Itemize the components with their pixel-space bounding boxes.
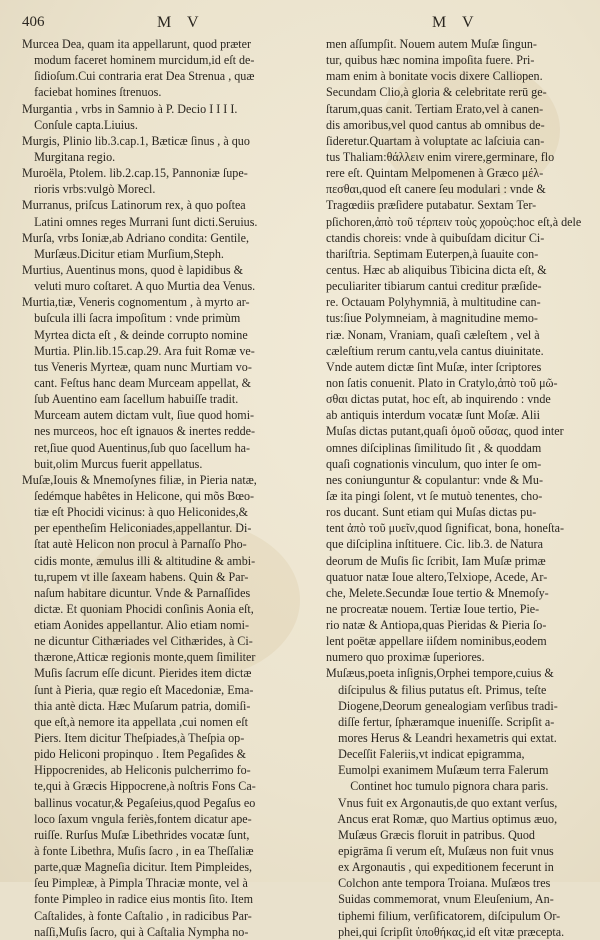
text-line: Murgis, Plinio lib.3.cap.1, Bæticæ ſinus , à quo [22, 133, 250, 148]
left-column [22, 36, 310, 940]
text-line: Vnde autem dictæ ſint Muſæ, inter ſcriptores [326, 359, 542, 374]
text-line: Caſtalides, à fonte Caſtalio , in radicibus Par- [22, 908, 252, 923]
text-line: tiphemi filium, verſificatorem, diſcipulum Or- [326, 908, 561, 923]
text-line: etiam Aonides appellantur. Alio etiam nomi- [22, 618, 250, 633]
text-line: ſtat autè Helicon non procul à Parnaſſo Pho- [22, 537, 247, 552]
text-line: dis amoribus,vel quod cantus ab omnibus de- [326, 117, 545, 132]
text-line: pido Heliconi propinquo . Item Pegaſides & [22, 747, 247, 762]
text-line: pſichoren,ἀπὸ τοῦ τέρπειν τοὺς χοροὺς:hoc eſt,à dele [326, 214, 582, 229]
text-line: ctandis choreis: vnde à quibuſdam dicitur Ci- [326, 230, 545, 245]
text-line: quaſi cognationis vinculum, quo inter ſe om- [326, 456, 542, 471]
text-line: veluti muro coſtaret. A quo Murtia dea Venus. [22, 279, 256, 294]
text-line: Eumolpi exanimem Muſæum terra Falerum [326, 763, 549, 778]
text-line: naſum habitare dicuntur. Vnde & Parnaſſides [22, 585, 251, 600]
text-line: tus:ſiue Polymneiam, à magnitudine memo- [326, 311, 538, 326]
text-line: ballinus vocatur,& Pegaſeius,quod Pegaſus eo [22, 795, 256, 810]
text-line: quatuor natæ Ioue altero,Telxiope, Acede, Ar- [326, 569, 548, 584]
text-line: Secundam Clio,à gloria & celebritate rerū ge- [326, 85, 547, 100]
text-line: Muſæus,poeta inſignis,Orphei tempore,cuius & [326, 666, 554, 681]
text-line: Murtia,tiæ, Veneris cognomentum , à myrto ar- [22, 295, 250, 310]
text-line: ret,ſiue quod Auentinus,ſub quo ſacellum ha- [22, 440, 251, 455]
text-line: thariſtria. Septimam Euterpen,à ſuauite con- [326, 246, 539, 261]
text-line: Tragœdiis præſidere putabatur. Sextam Ter- [326, 198, 537, 213]
text-line: lent poëtæ appellare iiſdem nominibus,eodem [326, 634, 547, 649]
text-line: Conſule capta.Liuius. [22, 117, 138, 132]
text-line: men aſſumpſit. Nouem autem Muſæ ſingun- [326, 37, 537, 51]
text-line: Latini omnes reges Murrani ſunt dicti.Seruius. [22, 214, 258, 229]
text-line: thia antè dicta. Hæc Muſarum patria, domiſi- [22, 698, 251, 713]
text-line: tus Veneris Myrteæ, quam nunc Murtiam vo- [22, 359, 252, 374]
text-line: Murtia. Plin.lib.15.cap.29. Ara fuit Romæ ve- [22, 343, 255, 358]
text-line: Colchon ante tempora Troiana. Muſæos tres [326, 876, 551, 891]
text-line: ſtarum,quas canit. Tertiam Erato,vel à canen- [326, 101, 544, 116]
text-line: Murgitana regio. [22, 149, 116, 164]
text-line: Murcea Dea, quam ita appellarunt, quod præter [22, 37, 252, 51]
text-line: re. Octauam Polyhymniā, à multitudine can- [326, 295, 541, 310]
right-column [326, 36, 600, 940]
text-line: ſæ ita pingi ſolent, vt ſe mutuò tenentes, cho- [326, 488, 543, 503]
text-line: ab antiquis interdum vocatæ ſunt Moſæ. Alii [326, 408, 540, 423]
text-line: Vnus fuit ex Argonautis,de quo extant verſus, [326, 795, 558, 810]
text-line: epigrāma ſi verum eſt, Muſæus non fuit vnus [326, 844, 554, 859]
text-line: Muſas dictas putant,quaſi ὁμοῦ οὔσας, quod inter [326, 424, 564, 439]
text-line: Continet hoc tumulo pignora chara paris. [326, 779, 549, 794]
text-line: ſeu Pimpleæ, à Pimpla Thraciæ monte, vel à [22, 876, 248, 891]
text-line: phei,qui ſcripſit ὑποθήκας,id eſt vitæ præcepta. [326, 924, 565, 939]
text-line: cant. Feſtus hanc deam Murceam appellat, & [22, 375, 252, 390]
text-line: Muſæ,Iouis & Mnemoſynes filiæ, in Pieria natæ, [22, 472, 257, 487]
text-line: Murceam autem dictam vult, ſiue quod homi- [22, 408, 255, 423]
text-line: dictæ. Et quoniam Phocidi conſinis Aonia eſt, [22, 601, 254, 616]
text-line: rioris vrbs:vulgò Morecl. [22, 182, 156, 197]
text-line: Suidas commemorat, vnum Eleuſenium, An- [326, 892, 554, 907]
running-header [22, 14, 586, 36]
text-line: che, Melete.Secundæ Ioue tertio & Mnemoſy- [326, 585, 549, 600]
text-line: diſſe fertur, ſphæramque inueniſſe. Scripſit a- [326, 714, 555, 729]
text-line: Murranus, priſcus Latinorum rex, à quo poſtea [22, 198, 246, 213]
page-number: 406 [22, 14, 45, 30]
text-line: deorum de Muſis ſic ſcribit, Iam Muſæ primæ [326, 553, 546, 568]
text-line: Muſis ſacrum eſſe dicunt. Pierides item dictæ [22, 666, 252, 681]
text-line: nes coniunguntur & copulantur: vnde & Mu- [326, 472, 543, 487]
text-line: parte,quæ Magneſia dicitur. Item Pimpleides, [22, 860, 253, 875]
text-line: ne dicuntur Cithæriades vel Cithærides, à Ci- [22, 634, 253, 649]
text-line: ex Argonautis , qui expeditionem fecerunt in [326, 860, 554, 875]
text-line: tus Thaliam:θάλλειν enim virere,germinare, flo [326, 149, 555, 164]
text-line: Myrtea dicta eſt , & deinde corrupto nomine [22, 327, 248, 342]
text-line: buſcula illi ſacra impoſitum : vnde primùm [22, 311, 241, 326]
text-line: ſub Auentino eam ſacellum habuiſſe tradit. [22, 392, 239, 407]
text-line: modum faceret hominem murcidum,id eſt de- [22, 53, 255, 68]
text-line: à fonte Libethra, Muſis ſacro , in ea Theſſaliæ [22, 844, 254, 859]
text-line: numero quo proximæ ſuperiores. [326, 650, 485, 665]
text-line: ſideretur.Quartam à voluptate ac laſciuia can- [326, 133, 545, 148]
text-line: ros ducant. Sunt etiam qui Muſas dictas pu- [326, 505, 537, 520]
text-line: tent ἀπὸ τοῦ μυεῖν,quod ſignificat, bona, honeſta- [326, 521, 564, 536]
text-line: que eſt,à nemore ita appellata ,cui nomen eſt [22, 714, 248, 729]
text-line: mores Herus & Leandri hexametris qui extat. [326, 731, 557, 746]
text-line: σθαι dictas putat, hoc eſt, ab inquirendo : vnde [326, 392, 551, 407]
text-line: ſunt à Pieria, quæ regio eſt Macedoniæ, Ema- [22, 682, 254, 697]
text-line: buit,olim Murcus fuerit appellatus. [22, 456, 203, 471]
text-line: omnes diſciplinas ſimilitudo ſit , & quoddam [326, 440, 542, 455]
text-line: rere eſt. Quintam Melpomenen à Græco μέλ- [326, 166, 544, 181]
text-line: ſedémque habêtes in Helicone, qui mõs Bœo- [22, 488, 255, 503]
text-line: cæleſtium rerum cantu,vela cantus diuinitate. [326, 343, 544, 358]
text-line: Muroëla, Ptolem. lib.2.cap.15, Pannoniæ ſupe- [22, 166, 248, 181]
text-line: per epentheſim Heliconiades,appellantur. Di- [22, 521, 252, 536]
text-line: te,qui à Græcis Hippocrene,à noſtris Fons Ca- [22, 779, 256, 794]
text-line: Murſæus.Dicitur etiam Murſium,Steph. [22, 246, 224, 261]
text-line: thærone,Atticæ regionis monte,quem ſimiliter [22, 650, 256, 665]
text-line: Ancus erat Romæ, quo Martius optimus æuo, [326, 811, 558, 826]
text-line: Hippocrenides, ab Heliconis pulcherrimo fo- [22, 763, 251, 778]
text-line: mam enim à bonitate vocis dixere Calliopen. [326, 69, 543, 84]
text-line: cidis monte, æmulus illi & altitudine & ambi- [22, 553, 256, 568]
text-line: πεσθαι,quod eſt canere ſeu modulari : vnde & [326, 182, 546, 197]
text-line: tur, quibus hæc nomina impoſita fuere. Pri- [326, 53, 535, 68]
text-line: non ſatis conuenit. Plato in Cratylo,ἀπὸ τοῦ μῶ- [326, 375, 558, 390]
text-columns [22, 36, 586, 939]
text-line: faciebat homines ſtrenuos. [22, 85, 162, 100]
right-running-head: M V [432, 14, 480, 31]
text-line: tiæ eſt Phocidi vicinus: à quo Heliconides,& [22, 505, 249, 520]
text-line: ruiſſe. Rurſus Muſæ Libethrides vocatæ ſunt, [22, 827, 250, 842]
text-line: Muſæus Græcis floruit in patribus. Quod [326, 827, 535, 842]
text-line: Diogene,Deorum genealogiam verſibus tradi- [326, 698, 558, 713]
text-line: Murgantia , vrbs in Samnio à P. Decio I I I I. [22, 101, 238, 116]
left-running-head: M V [157, 14, 205, 31]
text-line: rio natæ & Antiopa,quas Pieridas & Pieria ſo- [326, 618, 547, 633]
text-line: centus. Hæc ab aliquibus Tibicina dicta eſt, & [326, 262, 547, 277]
text-line: loco ſaxum vngula feriès,fontem dicatur ape- [22, 811, 252, 826]
text-line: nes murceos, hoc eſt ignauos & inertes redde- [22, 424, 256, 439]
text-line: tu,rupem vt ille ſaxeam habens. Quin & Par- [22, 569, 249, 584]
text-line: ſidioſum.Cui contraria erat Dea Strenua , quæ [22, 69, 255, 84]
text-line: ne procreatæ nouem. Tertiæ Ioue tertio, Pie- [326, 601, 540, 616]
text-line: fonte Pimpleo in radice eius montis ſito. Item [22, 892, 254, 907]
text-line: que diſciplina inſtituere. Cic. lib.3. de Natura [326, 537, 543, 552]
text-line: naſſi,Muſis ſacro, qui à Caſtalia Nympha no- [22, 924, 249, 939]
text-line: Murſa, vrbs Ioniæ,ab Adriano condita: Gentile, [22, 230, 250, 245]
text-line: riæ. Nonam, Vraniam, quaſi cæleſtem , vel à [326, 327, 540, 342]
text-line: Murtius, Auentinus mons, quod è lapidibus & [22, 262, 244, 277]
text-line: diſcipulus & filius putatus eſt. Primus, teſte [326, 682, 547, 697]
text-line: Deceſſit Faleriis,vt indicat epigramma, [326, 747, 525, 762]
text-line: peculiariter tibiarum cantui creditur præſide- [326, 279, 542, 294]
text-line: Piers. Item dicitur Theſpiades,à Theſpia op- [22, 731, 245, 746]
